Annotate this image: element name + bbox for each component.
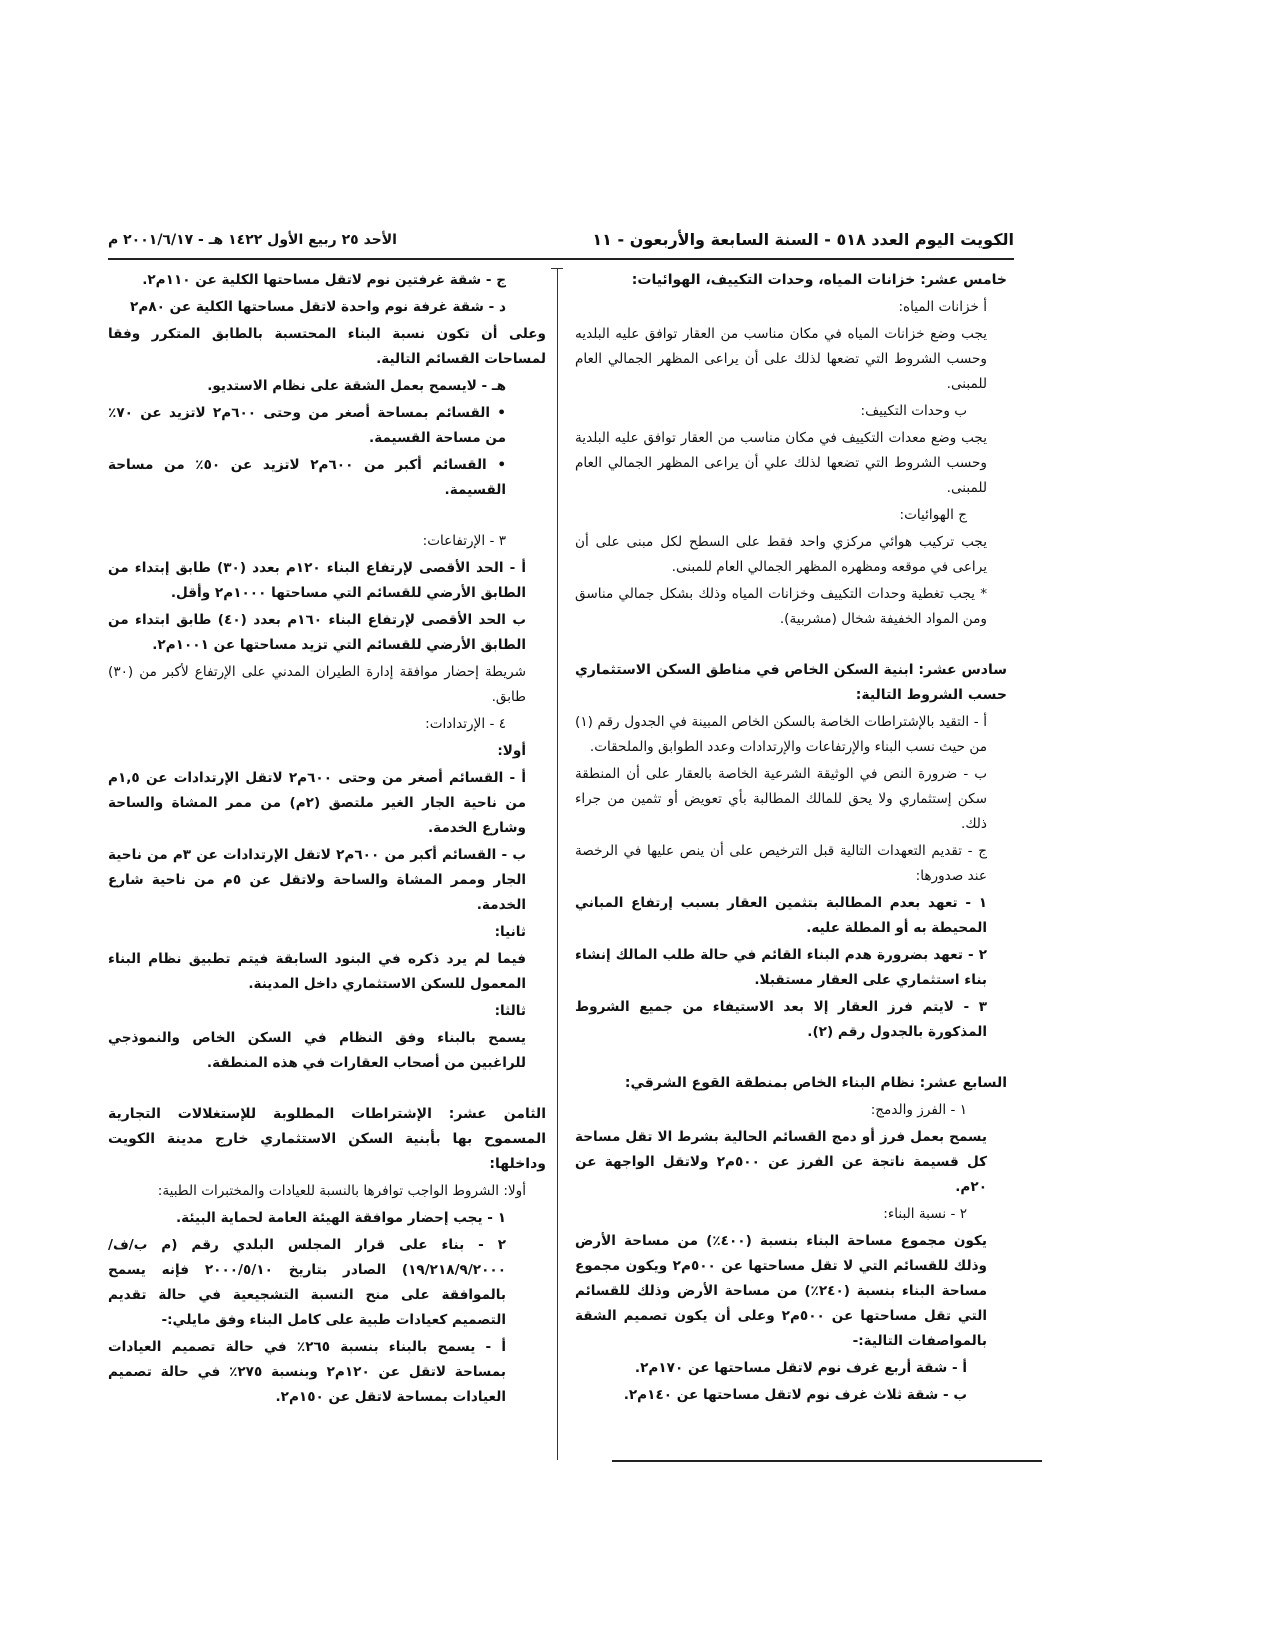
paragraph: ١ - الفرز والدمج:	[870, 1102, 967, 1118]
paragraph: ثالثا:	[494, 1003, 526, 1019]
paragraph: ثانيا:	[494, 924, 526, 940]
paragraph: أ خزانات المياه:	[898, 299, 987, 315]
paragraph: يسمح بالبناء وفق النظام في السكن الخاص والنموذجي للراغبين من أصحاب العقارات في هذه المنطقة.	[108, 1030, 526, 1071]
column-divider	[557, 268, 558, 1460]
paragraph: ب الحد الأقصى لإرتفاع البناء ١٦٠م بعدد (٤٠) طابق ابتداء من الطابق الأرضي للقسائم التي تزيد مساحتها عن ١٠٠١م٢.	[108, 612, 526, 653]
section-heading: السابع عشر: نظام البناء الخاص بمنطقة القوع الشرقي:	[624, 1075, 1007, 1091]
section-heading: خامس عشر: خزانات المياه، وحدات التكييف، الهوائيات:	[631, 272, 1007, 288]
paragraph: ٤ - الإرتدادات:	[425, 716, 506, 732]
spacer	[575, 634, 1007, 658]
paragraph: ب - شقة ثلاث غرف نوم لاتقل مساحتها عن ١٤٠م٢.	[623, 1387, 967, 1403]
paragraph: ٢ - تعهد بضرورة هدم البناء القائم في حالة طلب المالك إنشاء بناء استثماري على العقار مستقبلا.	[575, 947, 987, 988]
paragraph: أ - القسائم أصغر من وحتى ٦٠٠م٢ لاتقل الإرتدادات عن ١,٥م من ناحية الجار الغير ملتصق (٢م) من ممر المشاة والساحة وشارع الخدمة.	[108, 770, 526, 836]
paragraph: ١ - تعهد بعدم المطالبة بتثمين العقار بسبب إرتفاع المباني المحيطة به أو المطلة عليه.	[575, 895, 987, 936]
paragraph: يكون مجموع مساحة البناء بنسبة (٤٠٠٪) من مساحة الأرض وذلك للقسائم التي لا تقل مساحتها عن ٥٠٠م٢ ويكون مجموع مساحة البناء بنسبة (٢٤٠٪) من مساحة الأرض وذلك للقسائم التي تقل مساحتها عن ٥٠٠م٢ وعلى أن يكون تصميم الشقة بالمواصفات التالية:-	[575, 1233, 988, 1349]
section-heading: الثامن عشر: الإشتراطات المطلوبة للإستغلالات التجارية المسموح بها بأبنية السكن الاستثماري خارج مدينة الكويت وداخلها:	[108, 1106, 546, 1172]
paragraph: د - شقة غرفة نوم واحدة لاتقل مساحتها الكلية عن ٨٠م٢	[130, 299, 506, 315]
paragraph: ٣ - لايتم فرز العقار إلا بعد الاستيفاء من جميع الشروط المذكورة بالجدول رقم (٢).	[575, 999, 987, 1040]
paragraph: وعلى أن تكون نسبة البناء المحتسبة بالطابق المتكرر وفقا لمساحات القسائم التالية.	[108, 326, 546, 367]
paragraph: يسمح بعمل فرز أو دمج القسائم الحالية بشرط الا تقل مساحة كل قسيمة ناتجة عن الفرز عن ٥٠٠م٢ ولاتقل الواجهة عن ٢٠م.	[575, 1129, 987, 1195]
paragraph: * يجب تغطية وحدات التكييف وخزانات المياه وذلك بشكل جمالي مناسق ومن المواد الخفيفة شخال (مشربية).	[575, 586, 987, 627]
spacer	[575, 1047, 1007, 1071]
paragraph: ١ - يجب إحضار موافقة الهيئة العامة لحماية البيئة.	[176, 1210, 506, 1226]
paragraph: ب - القسائم أكبر من ٦٠٠م٢ لاتقل الإرتدادات عن ٣م من ناحية الجار وممر المشاة والساحة ولاتقل عن ٥م من ناحية شارع الخدمة.	[108, 847, 526, 913]
paragraph: ج - تقديم التعهدات التالية قبل الترخيص على أن ينص عليها في الرخصة عند صدورها:	[575, 843, 987, 884]
paragraph: ٣ - الإرتفاعات:	[422, 533, 506, 549]
paragraph: ب وحدات التكييف:	[860, 403, 967, 419]
paragraph: أ - شقة أربع غرف نوم لاتقل مساحتها عن ١٧٠م٢.	[634, 1360, 967, 1376]
right-column	[575, 268, 1007, 1410]
page-header	[108, 228, 1014, 260]
paragraph: فيما لم يرد ذكره في البنود السابقة فيتم تطبيق نظام البناء المعمول للسكن الاستثماري داخل المدينة.	[108, 951, 526, 992]
paragraph: ب - ضرورة النص في الوثيقة الشرعية الخاصة بالعقار على أن المنطقة سكن إستثماري ولا يحق للمالك المطالبة بأي تعويض أو تثمين من جراء ذلك.	[575, 766, 987, 832]
paragraph: أولا:	[497, 743, 526, 759]
issue-date: الأحد ٢٥ ربيع الأول ١٤٢٢ هـ - ٢٠٠١/٦/١٧ م	[108, 232, 397, 248]
paragraph: • القسائم أكبر من ٦٠٠م٢ لاتزيد عن ٥٠٪ من مساحة القسيمة.	[108, 457, 507, 498]
paragraph: • القسائم بمساحة أصغر من وحتى ٦٠٠م٢ لاتزيد عن ٧٠٪ من مساحة القسيمة.	[108, 405, 506, 446]
paragraph: ٢ - نسبة البناء:	[883, 1206, 967, 1222]
section-heading: سادس عشر: ابنية السكن الخاص في مناطق السكن الاستثماري حسب الشروط التالية:	[575, 662, 1007, 703]
paragraph: ج - شقة غرفتين نوم لاتقل مساحتها الكلية عن ١١٠م٢.	[142, 272, 506, 288]
paragraph: ٢ - بناء على قرار المجلس البلدي رقم (م ب/ف/١٩/٢١٨/٩/٢٠٠٠) الصادر بتاريخ ٢٠٠٠/٥/١٠ فإنه يسمح بالموافقة على منح النسبة التشجيعية في حالة تقديم التصميم كعيادات طبية على كامل البناء وفق مايلي:-	[108, 1237, 506, 1328]
paragraph: ج الهوائيات:	[899, 507, 967, 523]
paragraph: أ - التقيد بالإشتراطات الخاصة بالسكن الخاص المبينة في الجدول رقم (١) من حيث نسب البناء والإرتفاعات والإرتدادات وعدد الطوابق والملحقات.	[575, 714, 987, 755]
paragraph: هـ - لايسمح بعمل الشقة على نظام الاستديو.	[207, 378, 506, 394]
spacer	[108, 1078, 546, 1102]
left-column	[108, 268, 546, 1412]
paragraph: يجب وضع معدات التكييف في مكان مناسب من العقار توافق عليه البلدية وحسب الشروط التي تضعها لذلك علي أن يراعى المظهر الجمالي العام للمبنى.	[575, 430, 987, 496]
publication-info: الكويت اليوم العدد ٥١٨ - السنة السابعة والأربعون - ١١	[592, 230, 1014, 249]
paragraph: أ - الحد الأقصى لإرتفاع البناء ١٢٠م بعدد (٣٠) طابق إبتداء من الطابق الأرضي للقسائم التي مساحتها ١٠٠٠م٢ وأقل.	[108, 560, 526, 601]
paragraph: أ - يسمح بالبناء بنسبة ٢٦٥٪ في حالة تصميم العيادات بمساحة لاتقل عن ١٢٠م٢ وبنسبة ٢٧٥٪ في حالة تصميم العيادات بمساحة لاتقل عن ١٥٠م٢.	[108, 1339, 506, 1405]
bottom-rule	[612, 1460, 1042, 1462]
paragraph: أولا: الشروط الواجب توافرها بالنسبة للعيادات والمختبرات الطبية:	[157, 1183, 526, 1199]
paragraph: شريطة إحضار موافقة إدارة الطيران المدني على الإرتفاع لأكبر من (٣٠) طابق.	[108, 664, 526, 705]
paragraph: يجب وضع خزانات المياه في مكان مناسب من العقار توافق عليه البلديه وحسب الشروط التي تضعها لذلك على أن يراعى المظهر الجمالي العام للمبنى.	[575, 326, 987, 392]
paragraph: يجب تركيب هوائي مركزي واحد فقط على السطح لكل مبنى على أن يراعى في موقعه ومظهره المظهر الجمالي العام للمبنى.	[575, 534, 987, 575]
spacer	[108, 505, 546, 529]
